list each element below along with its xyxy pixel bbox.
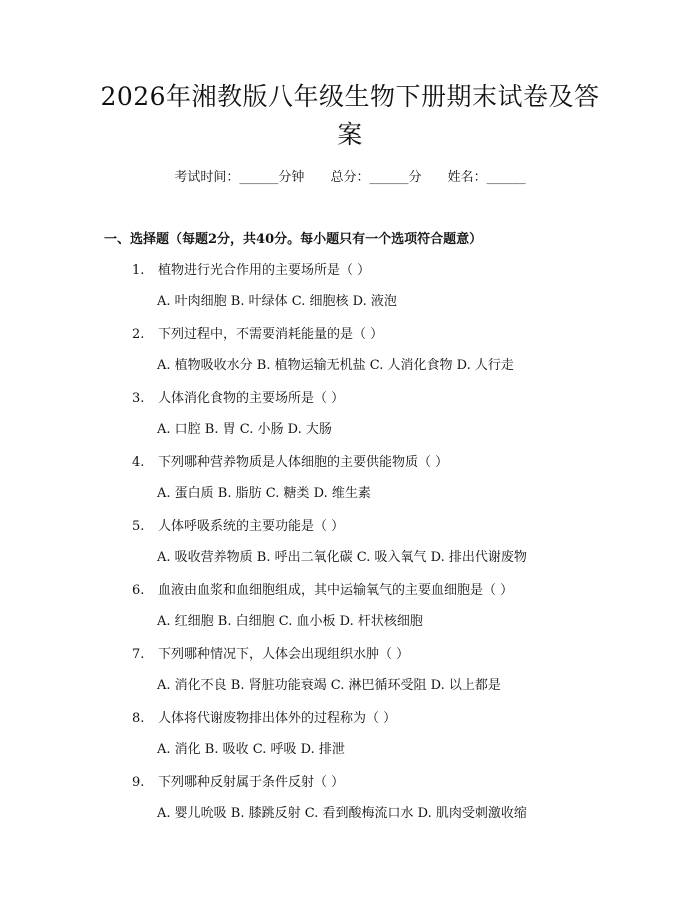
question-stem — [132, 582, 513, 600]
question-number: 9. — [132, 775, 145, 790]
question-number: 8. — [132, 711, 145, 726]
question-item — [0, 454, 700, 518]
question-item — [0, 326, 700, 390]
question-stem — [132, 774, 344, 792]
question-stem — [132, 390, 344, 408]
exam-title — [90, 78, 610, 154]
question-options: A. 口腔 B. 胃 C. 小肠 D. 大肠 — [157, 422, 332, 437]
question-number: 1. — [132, 263, 145, 278]
question-item — [0, 390, 700, 454]
question-number: 3. — [132, 391, 145, 406]
question-text: 下列过程中，不需要消耗能量的是（ ） — [158, 327, 384, 342]
question-text: 下列哪种营养物质是人体细胞的主要供能物质（ ） — [158, 455, 449, 470]
question-text: 人体消化食物的主要场所是（ ） — [158, 391, 345, 406]
question-text: 下列哪种情况下，人体会出现组织水肿（ ） — [158, 647, 410, 662]
question-options: A. 消化 B. 吸收 C. 呼吸 D. 排泄 — [157, 742, 345, 757]
question-list — [0, 262, 700, 838]
exam-title-line2: 案 — [337, 120, 363, 149]
question-number: 7. — [132, 647, 145, 662]
question-item — [0, 582, 700, 646]
question-options: A. 蛋白质 B. 脂肪 C. 糖类 D. 维生素 — [157, 486, 371, 501]
question-text: 植物进行光合作用的主要场所是（ ） — [158, 263, 371, 278]
question-text: 血液由血浆和血细胞组成，其中运输氧气的主要血细胞是（ ） — [158, 583, 514, 598]
question-stem — [132, 710, 396, 728]
question-item — [0, 646, 700, 710]
question-stem — [132, 262, 370, 280]
question-item — [0, 710, 700, 774]
question-item — [0, 518, 700, 582]
question-item — [0, 774, 700, 838]
question-text: 人体将代谢废物排出体外的过程称为（ ） — [158, 711, 397, 726]
exam-time-field: 考试时间：______分钟 — [174, 170, 305, 185]
question-text: 人体呼吸系统的主要功能是（ ） — [158, 519, 345, 534]
section-title-choice: 一、选择题（每题2分，共40分。每小题只有一个选项符合题意） — [104, 232, 483, 247]
exam-info-line — [0, 169, 700, 187]
question-options: A. 红细胞 B. 白细胞 C. 血小板 D. 杆状核细胞 — [157, 614, 423, 629]
question-stem — [132, 646, 409, 664]
question-text: 下列哪种反射属于条件反射（ ） — [158, 775, 345, 790]
question-stem — [132, 326, 383, 344]
question-options: A. 吸收营养物质 B. 呼出二氧化碳 C. 吸入氧气 D. 排出代谢废物 — [157, 550, 527, 565]
exam-title-line1: 2026年湘教版八年级生物下册期末试卷及答 — [100, 82, 600, 111]
question-options: A. 植物吸收水分 B. 植物运输无机盐 C. 人消化食物 D. 人行走 — [157, 358, 514, 373]
question-item — [0, 262, 700, 326]
question-number: 2. — [132, 327, 145, 342]
question-number: 6. — [132, 583, 145, 598]
exam-score-field: 总分：______分 — [330, 170, 422, 185]
question-options: A. 消化不良 B. 肾脏功能衰竭 C. 淋巴循环受阻 D. 以上都是 — [157, 678, 501, 693]
question-number: 4. — [132, 455, 145, 470]
question-stem — [132, 518, 344, 536]
question-stem — [132, 454, 448, 472]
exam-name-field: 姓名：______ — [447, 170, 526, 185]
question-options: A. 叶肉细胞 B. 叶绿体 C. 细胞核 D. 液泡 — [157, 294, 397, 309]
question-number: 5. — [132, 519, 145, 534]
question-options: A. 婴儿吮吸 B. 膝跳反射 C. 看到酸梅流口水 D. 肌肉受刺激收缩 — [157, 806, 527, 821]
